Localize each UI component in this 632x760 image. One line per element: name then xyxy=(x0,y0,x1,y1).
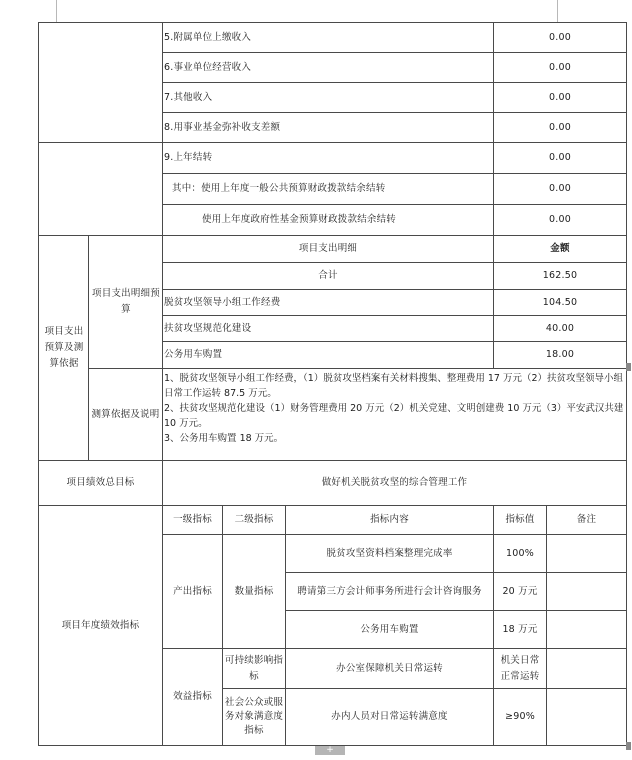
indicator-content: 办内人员对日常运转满意度 xyxy=(331,711,448,722)
budget-header-amount: 金额 xyxy=(550,243,570,254)
header-level2: 二级指标 xyxy=(234,514,274,525)
income-amount-7: 0.00 xyxy=(549,91,571,103)
income-label-8: 8.用事业基金弥补收支差额 xyxy=(164,121,281,133)
table-border-right xyxy=(626,22,627,745)
budget-item-amount: 40.00 xyxy=(545,322,575,334)
budget-item-name: 扶贫攻坚规范化建设 xyxy=(164,322,252,334)
grid-line xyxy=(88,368,627,369)
budget-item-amount: 104.50 xyxy=(542,296,578,308)
guide-line xyxy=(56,0,57,22)
income-amount-6: 0.00 xyxy=(549,61,571,73)
goal-label: 项目绩效总目标 xyxy=(66,477,135,488)
goal-text: 做好机关脱贫攻坚的综合管理工作 xyxy=(321,477,468,488)
budget-detail-label: 项目支出明细预算 xyxy=(92,288,160,315)
income-label-6: 6.事业单位经营收入 xyxy=(164,61,252,73)
indicator-value: ≥90% xyxy=(505,711,535,722)
budget-section-label: 项目支出预算及测算依据 xyxy=(44,326,84,369)
table-resize-handle[interactable] xyxy=(626,742,631,750)
income-label-7: 7.其他收入 xyxy=(164,91,213,103)
carry-amount-9: 0.00 xyxy=(549,152,571,163)
budget-total-label: 合计 xyxy=(318,270,338,281)
budget-header-item: 项目支出明细 xyxy=(298,243,358,254)
header-level1: 一级指标 xyxy=(173,514,212,525)
carry-label-9: 9.上年结转 xyxy=(164,152,213,163)
budget-item-amount: 18.00 xyxy=(545,349,575,360)
indicators-label: 项目年度绩效指标 xyxy=(61,619,140,631)
indicator-content: 脱贫攻坚资料档案整理完成率 xyxy=(326,547,453,559)
budget-item-name: 脱贫攻坚领导小组工作经费 xyxy=(164,296,281,308)
income-amount-5: 0.00 xyxy=(549,31,571,43)
header-remark: 备注 xyxy=(576,514,597,525)
carry-amount-fund: 0.00 xyxy=(549,214,571,225)
grid-line xyxy=(546,505,547,745)
header-content: 指标内容 xyxy=(370,514,409,525)
indicator-value: 100% xyxy=(506,547,534,559)
quantity-indicator-label: 数量指标 xyxy=(234,585,274,597)
indicator-value: 20 万元 xyxy=(502,585,538,597)
income-label-5: 5.附属单位上缴收入 xyxy=(164,31,252,43)
indicator-value: 机关日常正常运转 xyxy=(500,654,540,682)
effect-indicator-label: 效益指标 xyxy=(173,691,212,702)
header-value: 指标值 xyxy=(505,514,535,525)
output-indicator-label: 产出指标 xyxy=(173,585,212,597)
sustain-indicator-label: 可持续影响指标 xyxy=(224,654,284,682)
satisfaction-indicator-label: 社会公众或服务对象满意度指标 xyxy=(224,697,284,736)
indicator-content: 办公室保障机关日常运转 xyxy=(336,662,443,674)
indicator-content: 公务用车购置 xyxy=(360,623,419,635)
budget-total-amount: 162.50 xyxy=(542,270,578,281)
page-expand-button[interactable]: + xyxy=(315,746,345,755)
indicator-value: 18 万元 xyxy=(502,623,538,635)
row-resize-handle[interactable] xyxy=(626,363,631,371)
income-amount-8: 0.00 xyxy=(549,121,571,133)
budget-item-name: 公务用车购置 xyxy=(164,349,223,360)
guide-line xyxy=(557,0,558,22)
carry-label-general: 其中：使用上年度一般公共预算财政拨款结余结转 xyxy=(172,183,386,194)
carry-label-fund: 使用上年度政府性基金预算财政拨款结余结转 xyxy=(202,214,397,225)
carry-amount-general: 0.00 xyxy=(549,183,571,194)
basis-text: 1、脱贫攻坚领导小组工作经费，（1）脱贫攻坚档案有关材料搜集、整理费用 17 万元（2）扶贫攻坚领导小组日常工作运转 87.5 万元。 2、扶贫攻坚规范化建设（1）财务管理费用 20 万元（2）机关党建、文明创建费 10 万元（3）平安武汉共建 10 万元。 3、公务用车购置 18 万元。 xyxy=(164,373,624,444)
indicator-content: 聘请第三方会计师事务所进行会计咨询服务 xyxy=(297,585,482,597)
basis-label: 测算依据及说明 xyxy=(91,408,160,420)
